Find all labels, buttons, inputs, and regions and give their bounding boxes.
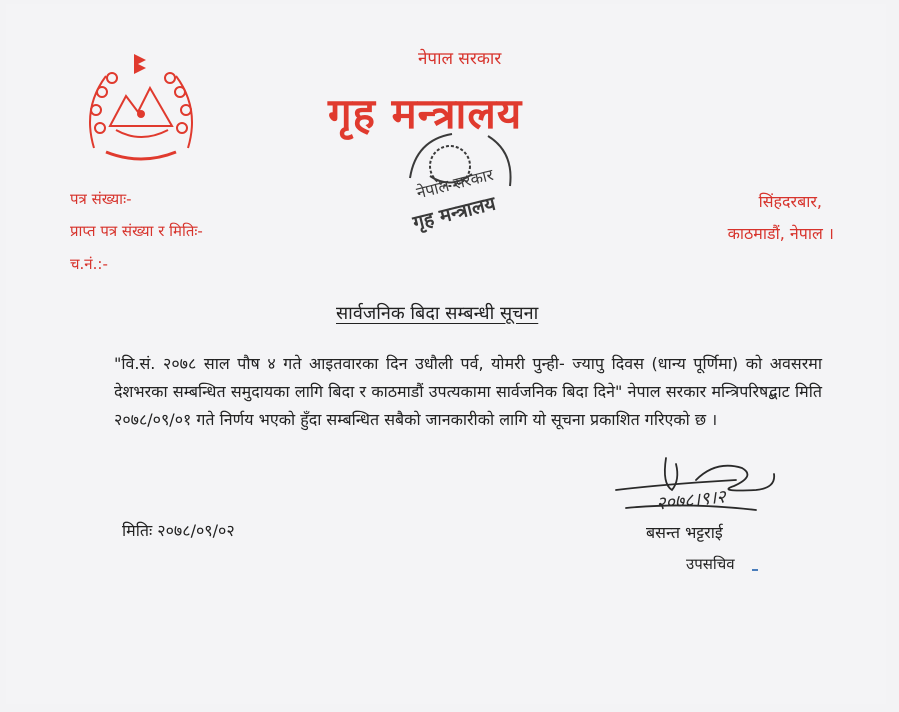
address-line-2: काठमाडौं, नेपाल ।	[727, 224, 834, 243]
stamp-text-ministry: गृह मन्त्रालय	[410, 192, 498, 235]
notice-title: सार्वजनिक बिदा सम्बन्धी सूचना	[336, 303, 539, 324]
signature-handwritten-date: २०७८।९।२	[655, 486, 727, 515]
letter-number-label: पत्र संख्याः-	[70, 190, 132, 208]
letter-page	[6, 4, 886, 704]
ministry-title: गृह मन्त्रालय	[328, 89, 523, 138]
address-line-1: सिंहदरबार,	[758, 192, 822, 211]
dispatch-number-label: च.नं.:-	[70, 255, 108, 273]
stamp-text-government: नेपाल सरकार	[414, 164, 496, 203]
signatory-designation: उपसचिव	[686, 555, 735, 573]
signatory-name: बसन्त भट्टराई	[646, 523, 723, 542]
pen-mark	[752, 569, 758, 571]
government-label: नेपाल सरकार	[418, 49, 502, 69]
nepal-emblem-icon	[76, 48, 206, 168]
notice-body: "वि.सं. २०७८ साल पौष ४ गते आइतवारका दिन उधौली पर्व, योमरी पुन्ही- ज्यापु दिवस (धान्य पूर्णिमा) को अवसरमा देशभरका सम्बन्धित समुदायका लागि बिदा र काठमाडौं उपत्यकामा सार्वजनिक बिदा दिने" नेपाल सरकार मन्त्रिपरिषद्बाट मिति २०७८/०९/०१ गते निर्णय भएको हुँदा सम्बन्धित सबैको जानकारीको लागि यो सूचना प्रकाशित गरिएको छ ।	[114, 354, 822, 429]
notice-date: मितिः २०७८/०९/०२	[122, 521, 235, 540]
received-letter-label: प्राप्त पत्र संख्या र मितिः-	[70, 222, 203, 240]
